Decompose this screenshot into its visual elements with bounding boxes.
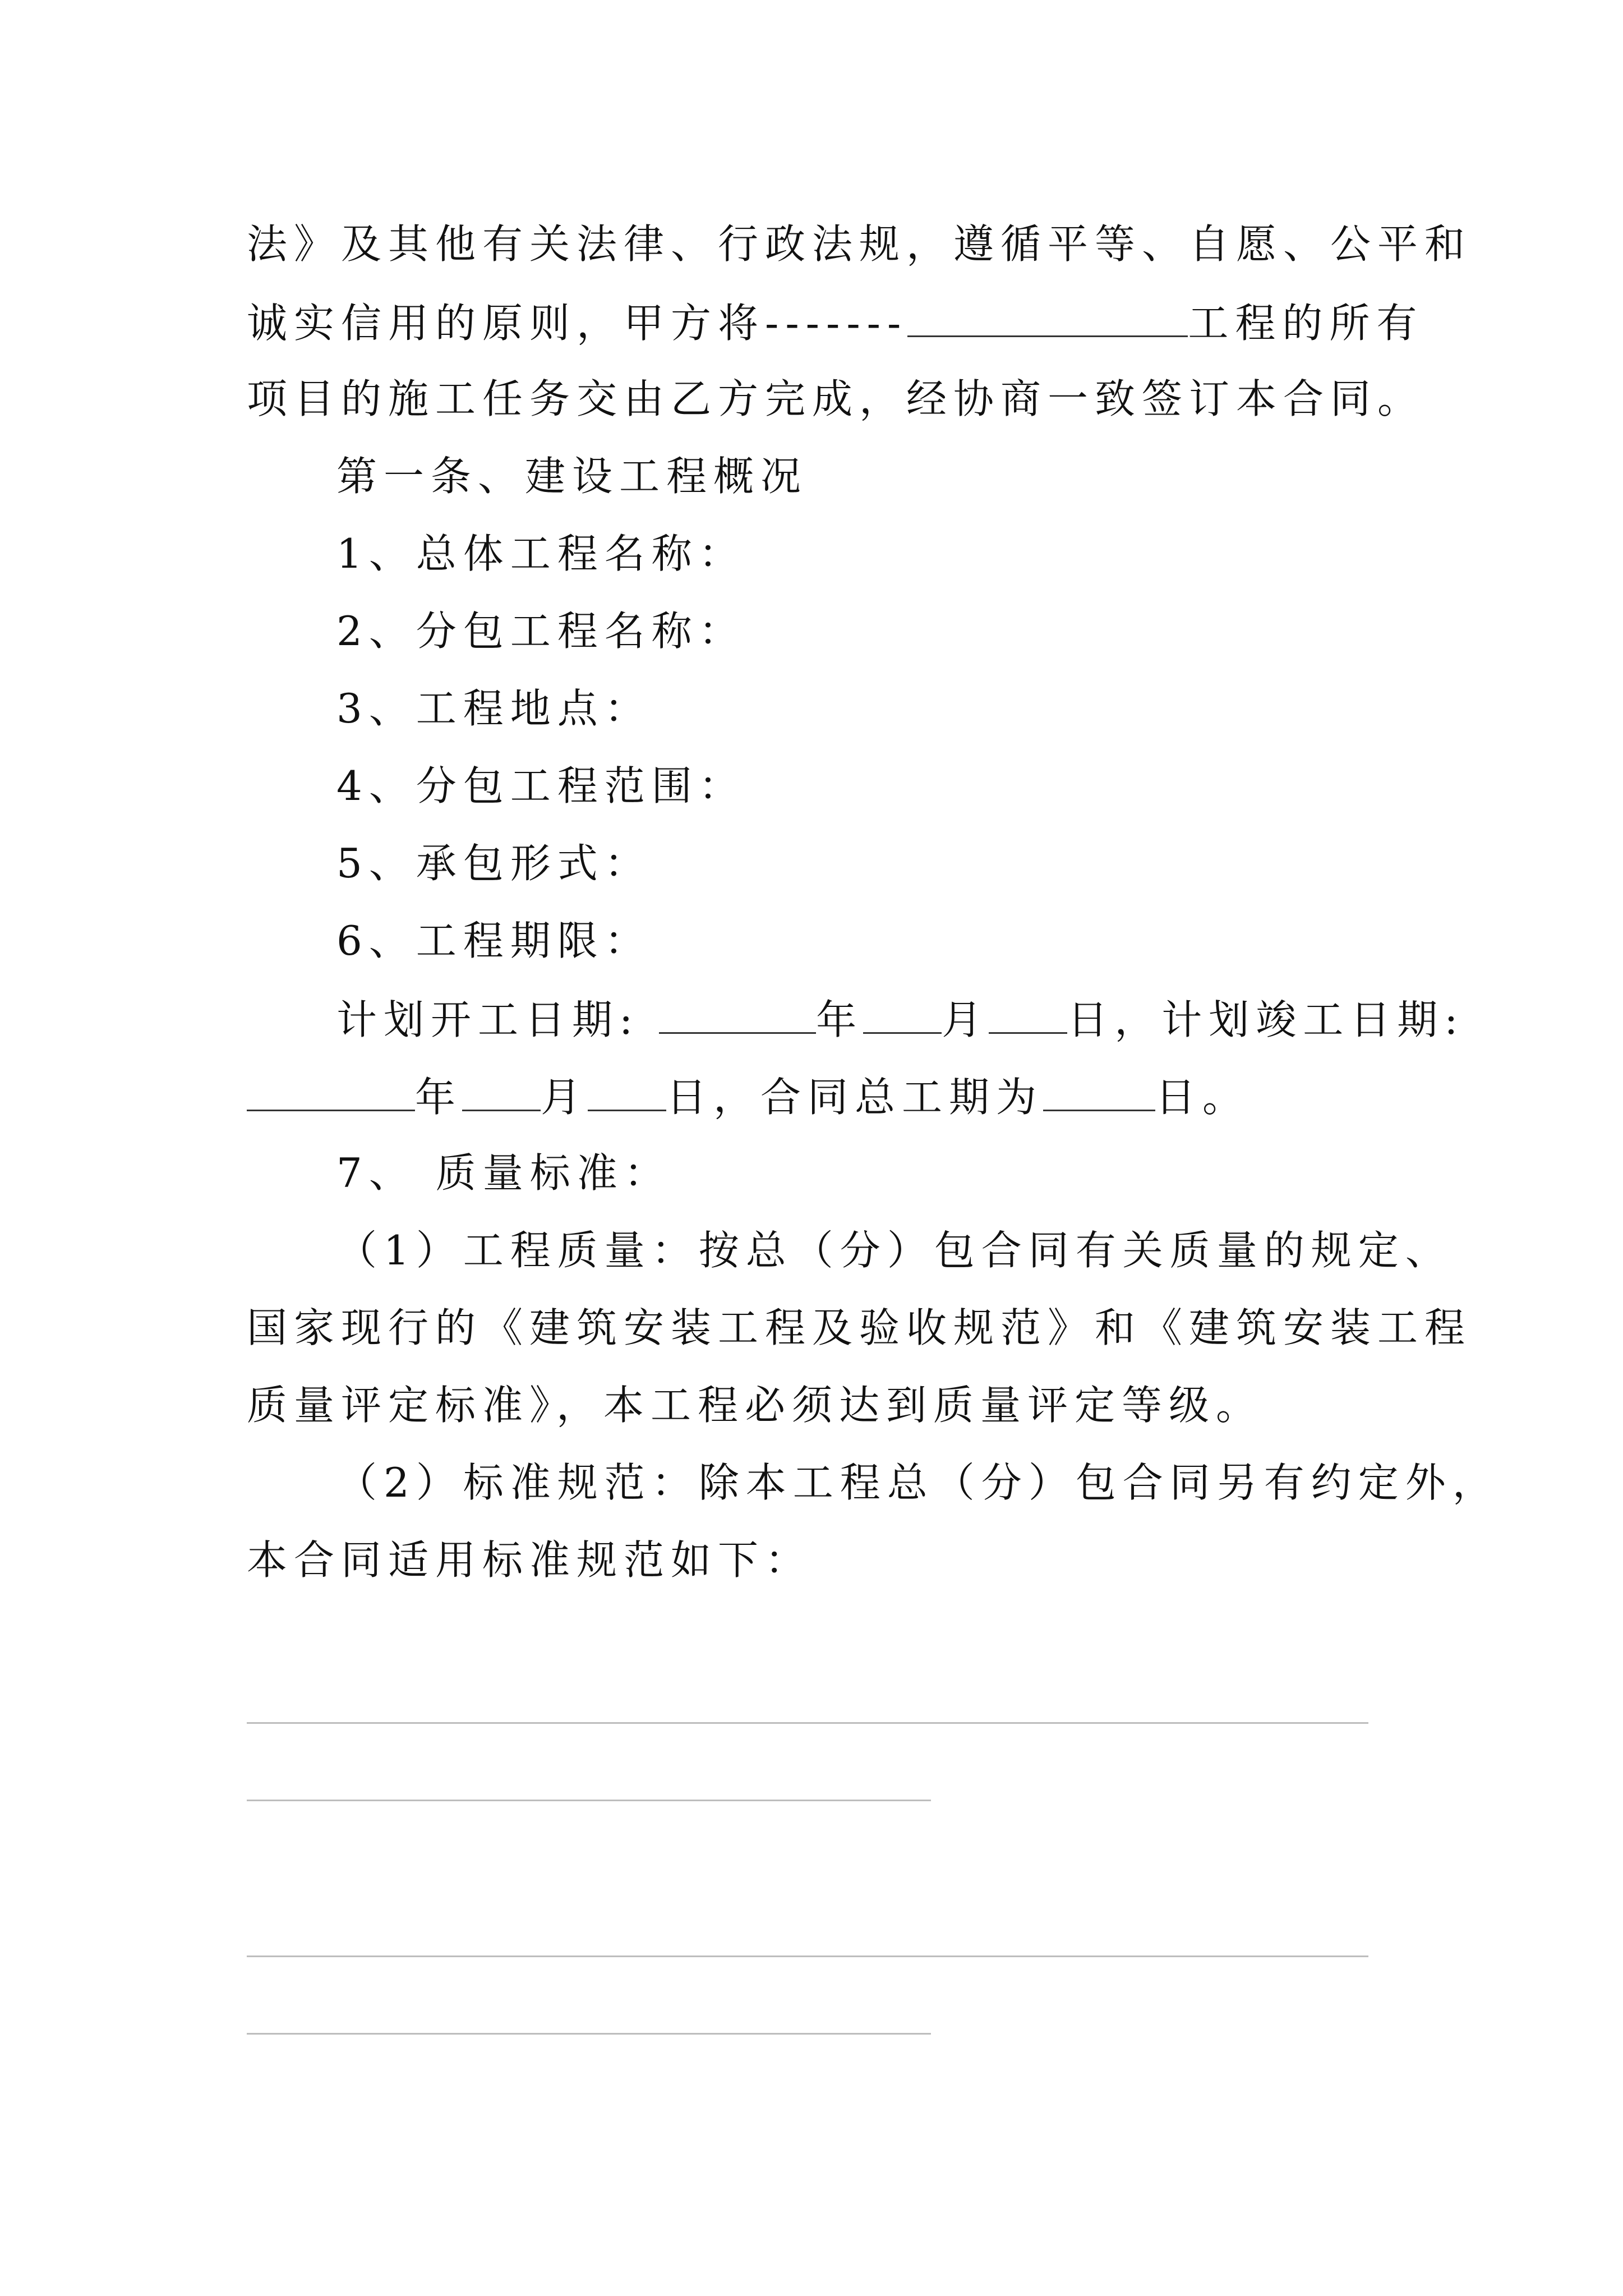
quality-p2-line-1: （2）标准规范：除本工程总（分）包合同另有约定外， bbox=[336, 1459, 1500, 1506]
intro-line-2 bbox=[247, 291, 1423, 352]
article-1-title: 第一条、建设工程概况 bbox=[336, 453, 808, 500]
end-year-unit: 年 bbox=[415, 1074, 463, 1121]
start-month-blank bbox=[863, 987, 942, 1034]
item-4: 4、分包工程范围： bbox=[336, 762, 746, 809]
item-7: 7、 质量标准： bbox=[336, 1149, 671, 1197]
end-year-blank bbox=[247, 1065, 415, 1111]
quality-p1-line-3: 质量评定标准》，本工程必须达到质量评定等级。 bbox=[247, 1382, 1264, 1429]
intro-line-3: 项目的施工任务交由乙方完成，经协商一致签订本合同。 bbox=[247, 375, 1425, 422]
end-month-blank bbox=[462, 1065, 541, 1111]
start-day-blank bbox=[989, 987, 1067, 1034]
item-3: 3、工程地点： bbox=[336, 685, 652, 732]
intro-line-2-end: 工程的所有 bbox=[1188, 300, 1424, 347]
total-days-blank bbox=[1043, 1065, 1155, 1111]
fill-in-rule-4 bbox=[247, 2033, 931, 2035]
end-day-blank bbox=[588, 1065, 666, 1111]
quality-p1-line-1: （1）工程质量：按总（分）包合同有关质量的规定、 bbox=[336, 1227, 1453, 1274]
fill-in-rule-3 bbox=[247, 1955, 1368, 1957]
end-month-unit: 月 bbox=[541, 1074, 588, 1121]
intro-line-2-start: 诚实信用的原则，甲方将------- bbox=[247, 300, 908, 347]
start-year-unit: 年 bbox=[816, 996, 864, 1043]
item-2: 2、分包工程名称： bbox=[336, 608, 746, 655]
intro-line-1: 法》及其他有关法律、行政法规，遵循平等、自愿、公平和 bbox=[247, 220, 1472, 268]
item-5: 5、承包形式： bbox=[336, 840, 652, 887]
item-1: 1、总体工程名称： bbox=[336, 530, 746, 577]
end-date-label: 计划竣工日期: bbox=[1161, 996, 1465, 1043]
start-date-label: 计划开工日期: bbox=[336, 996, 640, 1043]
start-year-blank bbox=[659, 987, 816, 1034]
start-day-unit: 日， bbox=[1067, 996, 1162, 1043]
total-period-label: 日，合同总工期为 bbox=[666, 1074, 1044, 1121]
project-name-blank bbox=[907, 291, 1188, 337]
quality-p1-line-2: 国家现行的《建筑安装工程及验收规范》和《建筑安装工程 bbox=[247, 1304, 1472, 1351]
fill-in-rule-2 bbox=[247, 1800, 931, 1801]
quality-p2-line-2: 本合同适用标准规范如下： bbox=[247, 1536, 813, 1584]
schedule-line-2 bbox=[247, 1065, 1249, 1126]
total-days-unit: 日。 bbox=[1155, 1074, 1250, 1121]
item-6: 6、工程期限： bbox=[336, 917, 652, 964]
fill-in-rule-1 bbox=[247, 1722, 1368, 1724]
schedule-line-1 bbox=[336, 987, 1464, 1049]
start-month-unit: 月 bbox=[942, 996, 989, 1043]
